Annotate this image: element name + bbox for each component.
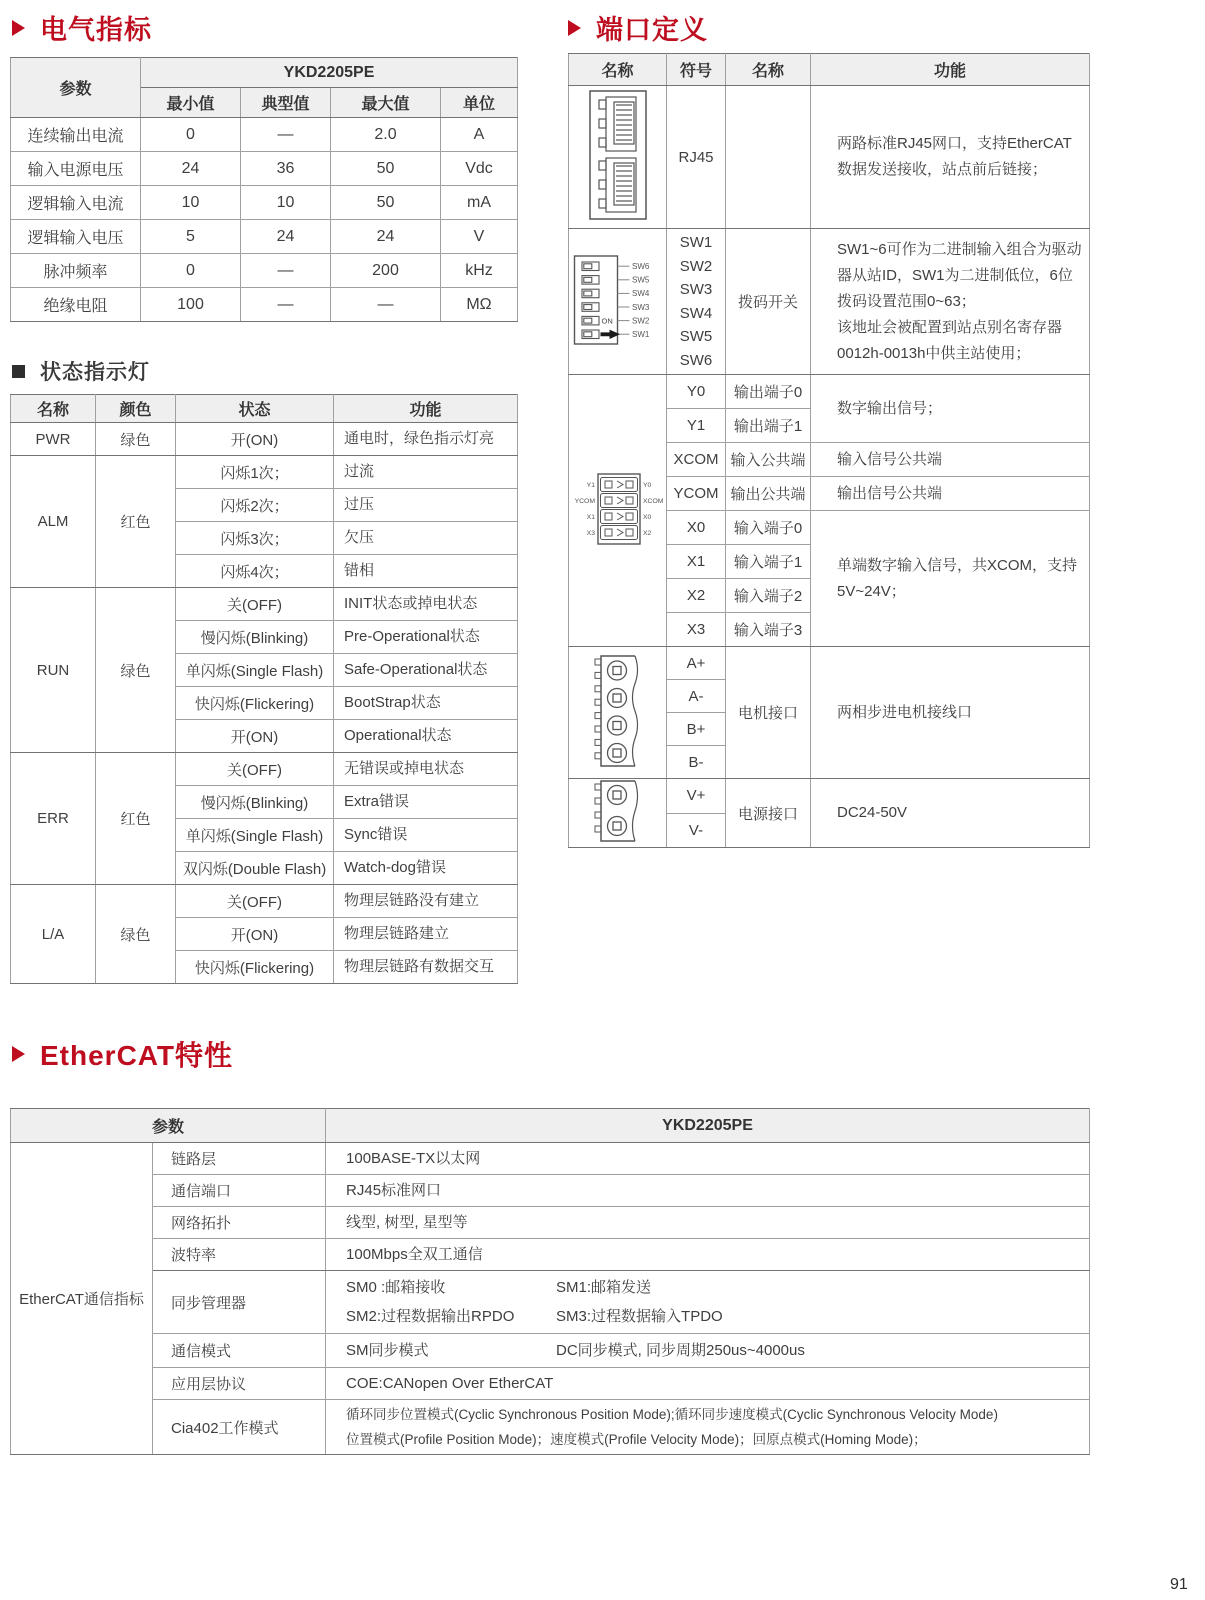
col-header-state: 状态 bbox=[176, 395, 334, 423]
table-row bbox=[11, 152, 518, 186]
io-label: Y1 bbox=[586, 481, 595, 489]
port-name-cell: 输入端子1 bbox=[726, 545, 811, 579]
table-row bbox=[11, 1207, 1090, 1239]
func-paragraph: SW1~6可作为二进制输入组合为驱动器从站ID，SW1为二进制低位，6位拨码设置范围0~63； bbox=[837, 240, 1082, 310]
unit-cell: V bbox=[441, 220, 518, 254]
func-cell: 通电时，绿色指示灯亮 bbox=[334, 423, 518, 456]
section-title-text: 电气指标 bbox=[40, 15, 152, 45]
func-cell: INIT状态或掉电状态 bbox=[334, 588, 518, 621]
led-color-cell: 绿色 bbox=[96, 588, 176, 753]
port-name-cell: 输入端子0 bbox=[726, 511, 811, 545]
value-cell: 线型, 树型, 星型等 bbox=[326, 1207, 1090, 1239]
mode-item: DC同步模式, 同步周期250us~4000us bbox=[556, 1342, 805, 1359]
port-icon-cell bbox=[569, 779, 667, 848]
func-cell: 输出信号公共端 bbox=[811, 477, 1090, 511]
triangle-bullet-icon bbox=[568, 20, 581, 36]
led-name-cell: RUN bbox=[11, 588, 96, 753]
symbol-cell: A- bbox=[667, 680, 726, 713]
typ-cell: — bbox=[241, 118, 331, 152]
param-name-cell: 通信端口 bbox=[153, 1175, 326, 1207]
port-name-cell: 电机接口 bbox=[726, 647, 811, 779]
symbol-cell: B+ bbox=[667, 713, 726, 746]
section-title-text: EtherCAT特性 bbox=[40, 1040, 234, 1071]
sync-item: SM1:邮箱发送 bbox=[556, 1279, 652, 1296]
min-cell: 100 bbox=[141, 288, 241, 322]
func-cell: BootStrap状态 bbox=[334, 687, 518, 720]
table-row bbox=[11, 753, 518, 786]
state-cell: 慢闪烁(Blinking) bbox=[176, 786, 334, 819]
table-row bbox=[11, 1368, 1090, 1400]
symbol-cell: X1 bbox=[667, 545, 726, 579]
col-header-func: 功能 bbox=[811, 54, 1090, 86]
param-name-cell: 逻辑输入电压 bbox=[11, 220, 141, 254]
min-cell: 24 bbox=[141, 152, 241, 186]
state-cell: 双闪烁(Double Flash) bbox=[176, 852, 334, 885]
symbol-cell: X3 bbox=[667, 613, 726, 647]
dip-label: SW5 bbox=[631, 275, 649, 285]
dip-label: SW6 bbox=[631, 261, 649, 271]
symbol-cell: V- bbox=[667, 813, 726, 848]
section-title-text: 状态指示灯 bbox=[40, 361, 150, 384]
state-cell: 单闪烁(Single Flash) bbox=[176, 654, 334, 687]
table-row bbox=[11, 588, 518, 621]
section-title-status bbox=[12, 356, 150, 386]
max-cell: 50 bbox=[331, 152, 441, 186]
table-row bbox=[569, 375, 1090, 409]
symbol-cell: Y0 bbox=[667, 375, 726, 409]
table-row bbox=[11, 456, 518, 489]
min-cell: 5 bbox=[141, 220, 241, 254]
triangle-bullet-icon bbox=[12, 20, 25, 36]
func-cell: Watch-dog错误 bbox=[334, 852, 518, 885]
func-cell: 物理层链路有数据交互 bbox=[334, 951, 518, 984]
symbol-cell: YCOM bbox=[667, 477, 726, 511]
min-cell: 0 bbox=[141, 118, 241, 152]
dip-label: SW3 bbox=[631, 302, 649, 312]
param-name-cell: 通信模式 bbox=[153, 1334, 326, 1368]
func-cell: 欠压 bbox=[334, 522, 518, 555]
rj45-jack-icon bbox=[589, 90, 647, 220]
symbol-cell: XCOM bbox=[667, 443, 726, 477]
table-row bbox=[569, 86, 1090, 229]
col-header-name: 名称 bbox=[11, 395, 96, 423]
col-header-symbol: 符号 bbox=[667, 54, 726, 86]
table-row bbox=[11, 1239, 1090, 1271]
value-cell: 100BASE-TX以太网 bbox=[326, 1143, 1090, 1175]
state-cell: 闪烁2次； bbox=[176, 489, 334, 522]
func-cell: 两相步进电机接线口 bbox=[811, 647, 1090, 779]
func-cell: Pre-Operational状态 bbox=[334, 621, 518, 654]
value-cell bbox=[326, 1271, 1090, 1334]
param-name-cell: 同步管理器 bbox=[153, 1271, 326, 1334]
io-label: X1 bbox=[586, 513, 595, 521]
unit-cell: MΩ bbox=[441, 288, 518, 322]
symbol-line: SW2 bbox=[679, 257, 713, 275]
led-name-cell: PWR bbox=[11, 423, 96, 456]
led-name-cell: ERR bbox=[11, 753, 96, 885]
param-name-cell: 逻辑输入电流 bbox=[11, 186, 141, 220]
state-cell: 闪烁4次； bbox=[176, 555, 334, 588]
max-cell: 200 bbox=[331, 254, 441, 288]
table-row bbox=[11, 1334, 1090, 1368]
table-row bbox=[11, 423, 518, 456]
func-cell: Sync错误 bbox=[334, 819, 518, 852]
max-cell: 2.0 bbox=[331, 118, 441, 152]
typ-cell: 10 bbox=[241, 186, 331, 220]
max-cell: 50 bbox=[331, 186, 441, 220]
power-connector-icon bbox=[591, 779, 645, 843]
symbol-line: SW4 bbox=[679, 304, 713, 322]
port-name-cell: 输入端子3 bbox=[726, 613, 811, 647]
state-cell: 快闪烁(Flickering) bbox=[176, 951, 334, 984]
param-name-cell: 应用层协议 bbox=[153, 1368, 326, 1400]
typ-cell: 24 bbox=[241, 220, 331, 254]
led-color-cell: 绿色 bbox=[96, 423, 176, 456]
unit-cell: A bbox=[441, 118, 518, 152]
symbol-line: SW1 bbox=[679, 234, 713, 251]
mode-item: SM同步模式 bbox=[346, 1342, 429, 1359]
func-paragraph: 该地址会被配置到站点别名寄存器0012h-0013h中供主站使用； bbox=[837, 318, 1063, 362]
func-cell: Extra错误 bbox=[334, 786, 518, 819]
sync-item: SM0 :邮箱接收 bbox=[346, 1279, 446, 1296]
section-title-ethercat bbox=[12, 1034, 233, 1074]
table-row bbox=[11, 1271, 1090, 1334]
status-led-table bbox=[10, 394, 518, 984]
dip-label: SW4 bbox=[631, 288, 649, 298]
led-name-cell: L/A bbox=[11, 885, 96, 984]
io-label: Y0 bbox=[642, 481, 651, 489]
col-header-max: 最大值 bbox=[331, 88, 441, 118]
symbol-cell: X2 bbox=[667, 579, 726, 613]
max-cell: — bbox=[331, 288, 441, 322]
dip-label: SW2 bbox=[631, 316, 649, 325]
dip-label: SW1 bbox=[631, 329, 649, 339]
table-row bbox=[569, 229, 1090, 375]
state-cell: 闪烁1次； bbox=[176, 456, 334, 489]
table-row bbox=[11, 1175, 1090, 1207]
param-header-cell: 参数 bbox=[11, 1109, 326, 1143]
io-label: YCOM bbox=[574, 497, 595, 505]
led-name-cell: ALM bbox=[11, 456, 96, 588]
param-name-cell: 脉冲频率 bbox=[11, 254, 141, 288]
symbol-cell: B- bbox=[667, 746, 726, 779]
func-cell: 物理层链路没有建立 bbox=[334, 885, 518, 918]
param-name-cell: 连续输出电流 bbox=[11, 118, 141, 152]
io-label: X2 bbox=[642, 529, 651, 537]
section-title-electrical bbox=[12, 8, 152, 47]
page-number: 91 bbox=[1170, 1576, 1188, 1593]
func-cell: 无错误或掉电状态 bbox=[334, 753, 518, 786]
func-cell: 过压 bbox=[334, 489, 518, 522]
func-cell: 过流 bbox=[334, 456, 518, 489]
led-color-cell: 绿色 bbox=[96, 885, 176, 984]
table-row bbox=[11, 220, 518, 254]
table-row bbox=[11, 254, 518, 288]
state-cell: 关(OFF) bbox=[176, 588, 334, 621]
port-icon-cell bbox=[569, 647, 667, 779]
port-name-cell: 输入端子2 bbox=[726, 579, 811, 613]
state-cell: 开(ON) bbox=[176, 720, 334, 753]
square-bullet-icon bbox=[12, 365, 25, 378]
max-cell: 24 bbox=[331, 220, 441, 254]
io-label: X0 bbox=[642, 513, 651, 521]
table-row bbox=[569, 647, 1090, 680]
symbol-cell bbox=[667, 229, 726, 375]
port-name-cell: 输出端子1 bbox=[726, 409, 811, 443]
func-cell: 单端数字输入信号，共XCOM，支持5V~24V； bbox=[811, 511, 1090, 647]
symbol-line: SW6 bbox=[679, 351, 713, 369]
port-name-cell: 拨码开关 bbox=[726, 229, 811, 375]
value-cell: 100Mbps全双工通信 bbox=[326, 1239, 1090, 1271]
led-color-cell: 红色 bbox=[96, 456, 176, 588]
param-name-cell: 链路层 bbox=[153, 1143, 326, 1175]
param-name-cell: 波特率 bbox=[153, 1239, 326, 1271]
state-cell: 开(ON) bbox=[176, 423, 334, 456]
table-row bbox=[11, 118, 518, 152]
state-cell: 单闪烁(Single Flash) bbox=[176, 819, 334, 852]
symbol-line: SW5 bbox=[679, 328, 713, 345]
sync-item: SM3:过程数据输入TPDO bbox=[556, 1308, 723, 1325]
section-title-ports bbox=[568, 8, 708, 47]
func-cell: 输入信号公共端 bbox=[811, 443, 1090, 477]
dip-on-label: ON bbox=[601, 316, 613, 325]
port-name-cell: 输出公共端 bbox=[726, 477, 811, 511]
col-header-color: 颜色 bbox=[96, 395, 176, 423]
value-cell bbox=[326, 1400, 1090, 1455]
state-cell: 开(ON) bbox=[176, 918, 334, 951]
sync-item: SM2:过程数据输出RPDO bbox=[346, 1308, 515, 1325]
table-row bbox=[11, 186, 518, 220]
state-cell: 闪烁3次； bbox=[176, 522, 334, 555]
min-cell: 0 bbox=[141, 254, 241, 288]
symbol-line: SW3 bbox=[679, 281, 713, 298]
table-row bbox=[569, 779, 1090, 814]
triangle-bullet-icon bbox=[12, 1046, 25, 1062]
unit-cell: mA bbox=[441, 186, 518, 220]
param-header-cell: 参数 bbox=[11, 58, 141, 118]
symbol-cell: Y1 bbox=[667, 409, 726, 443]
unit-cell: kHz bbox=[441, 254, 518, 288]
port-name-cell: 电源接口 bbox=[726, 779, 811, 848]
port-icon-cell bbox=[569, 229, 667, 375]
value-cell: COE:CANopen Over EtherCAT bbox=[326, 1368, 1090, 1400]
min-cell: 10 bbox=[141, 186, 241, 220]
ethercat-table bbox=[10, 1108, 1090, 1455]
table-row bbox=[11, 1143, 1090, 1175]
symbol-cell: V+ bbox=[667, 779, 726, 814]
typ-cell: 36 bbox=[241, 152, 331, 186]
col-header-typ: 典型值 bbox=[241, 88, 331, 118]
value-cell: RJ45标准网口 bbox=[326, 1175, 1090, 1207]
io-label: XCOM bbox=[642, 497, 663, 505]
func-cell: 数字输出信号； bbox=[811, 375, 1090, 443]
col-header-min: 最小值 bbox=[141, 88, 241, 118]
func-cell bbox=[811, 229, 1090, 375]
symbol-cell: RJ45 bbox=[667, 86, 726, 229]
state-cell: 慢闪烁(Blinking) bbox=[176, 621, 334, 654]
group-name-cell: EtherCAT通信指标 bbox=[11, 1143, 153, 1455]
dip-switch-icon bbox=[572, 253, 664, 347]
port-icon-cell bbox=[569, 86, 667, 229]
io-connector-icon bbox=[570, 470, 666, 548]
value-cell bbox=[326, 1334, 1090, 1368]
led-color-cell: 红色 bbox=[96, 753, 176, 885]
state-cell: 关(OFF) bbox=[176, 753, 334, 786]
func-cell: Operational状态 bbox=[334, 720, 518, 753]
mode-line: 位置模式(Profile Position Mode)；速度模式(Profile Velocity Mode)；回原点模式(Homing Mode)； bbox=[346, 1432, 927, 1447]
state-cell: 关(OFF) bbox=[176, 885, 334, 918]
port-name-cell: 输出端子0 bbox=[726, 375, 811, 409]
motor-connector-icon bbox=[591, 653, 645, 769]
func-cell: 物理层链路建立 bbox=[334, 918, 518, 951]
param-name-cell: Cia402工作模式 bbox=[153, 1400, 326, 1455]
electrical-table bbox=[10, 57, 518, 322]
col-header-name2: 名称 bbox=[726, 54, 811, 86]
symbol-cell: A+ bbox=[667, 647, 726, 680]
param-name-cell: 输入电源电压 bbox=[11, 152, 141, 186]
col-header-unit: 单位 bbox=[441, 88, 518, 118]
param-name-cell: 绝缘电阻 bbox=[11, 288, 141, 322]
table-row bbox=[11, 1400, 1090, 1455]
port-name-cell: 输入公共端 bbox=[726, 443, 811, 477]
func-cell: 错相 bbox=[334, 555, 518, 588]
param-name-cell: 网络拓扑 bbox=[153, 1207, 326, 1239]
func-cell: DC24-50V bbox=[811, 779, 1090, 848]
table-row bbox=[11, 288, 518, 322]
col-header-func: 功能 bbox=[334, 395, 518, 423]
typ-cell: — bbox=[241, 288, 331, 322]
port-definition-table bbox=[568, 53, 1090, 848]
section-title-text: 端口定义 bbox=[596, 15, 708, 45]
table-row bbox=[11, 885, 518, 918]
symbol-cell: X0 bbox=[667, 511, 726, 545]
port-name-cell bbox=[726, 86, 811, 229]
col-header-name: 名称 bbox=[569, 54, 667, 86]
unit-cell: Vdc bbox=[441, 152, 518, 186]
model-header-cell: YKD2205PE bbox=[141, 58, 518, 88]
state-cell: 快闪烁(Flickering) bbox=[176, 687, 334, 720]
typ-cell: — bbox=[241, 254, 331, 288]
port-icon-cell bbox=[569, 375, 667, 647]
model-header-cell: YKD2205PE bbox=[326, 1109, 1090, 1143]
io-label: X3 bbox=[586, 529, 595, 537]
func-cell: 两路标准RJ45网口，支持EtherCAT数据发送接收，站点前后链接； bbox=[811, 86, 1090, 229]
func-cell: Safe-Operational状态 bbox=[334, 654, 518, 687]
mode-line: 循环同步位置模式(Cyclic Synchronous Position Mode);循环同步速度模式(Cyclic Synchronous Velocity Mode) bbox=[346, 1407, 998, 1422]
